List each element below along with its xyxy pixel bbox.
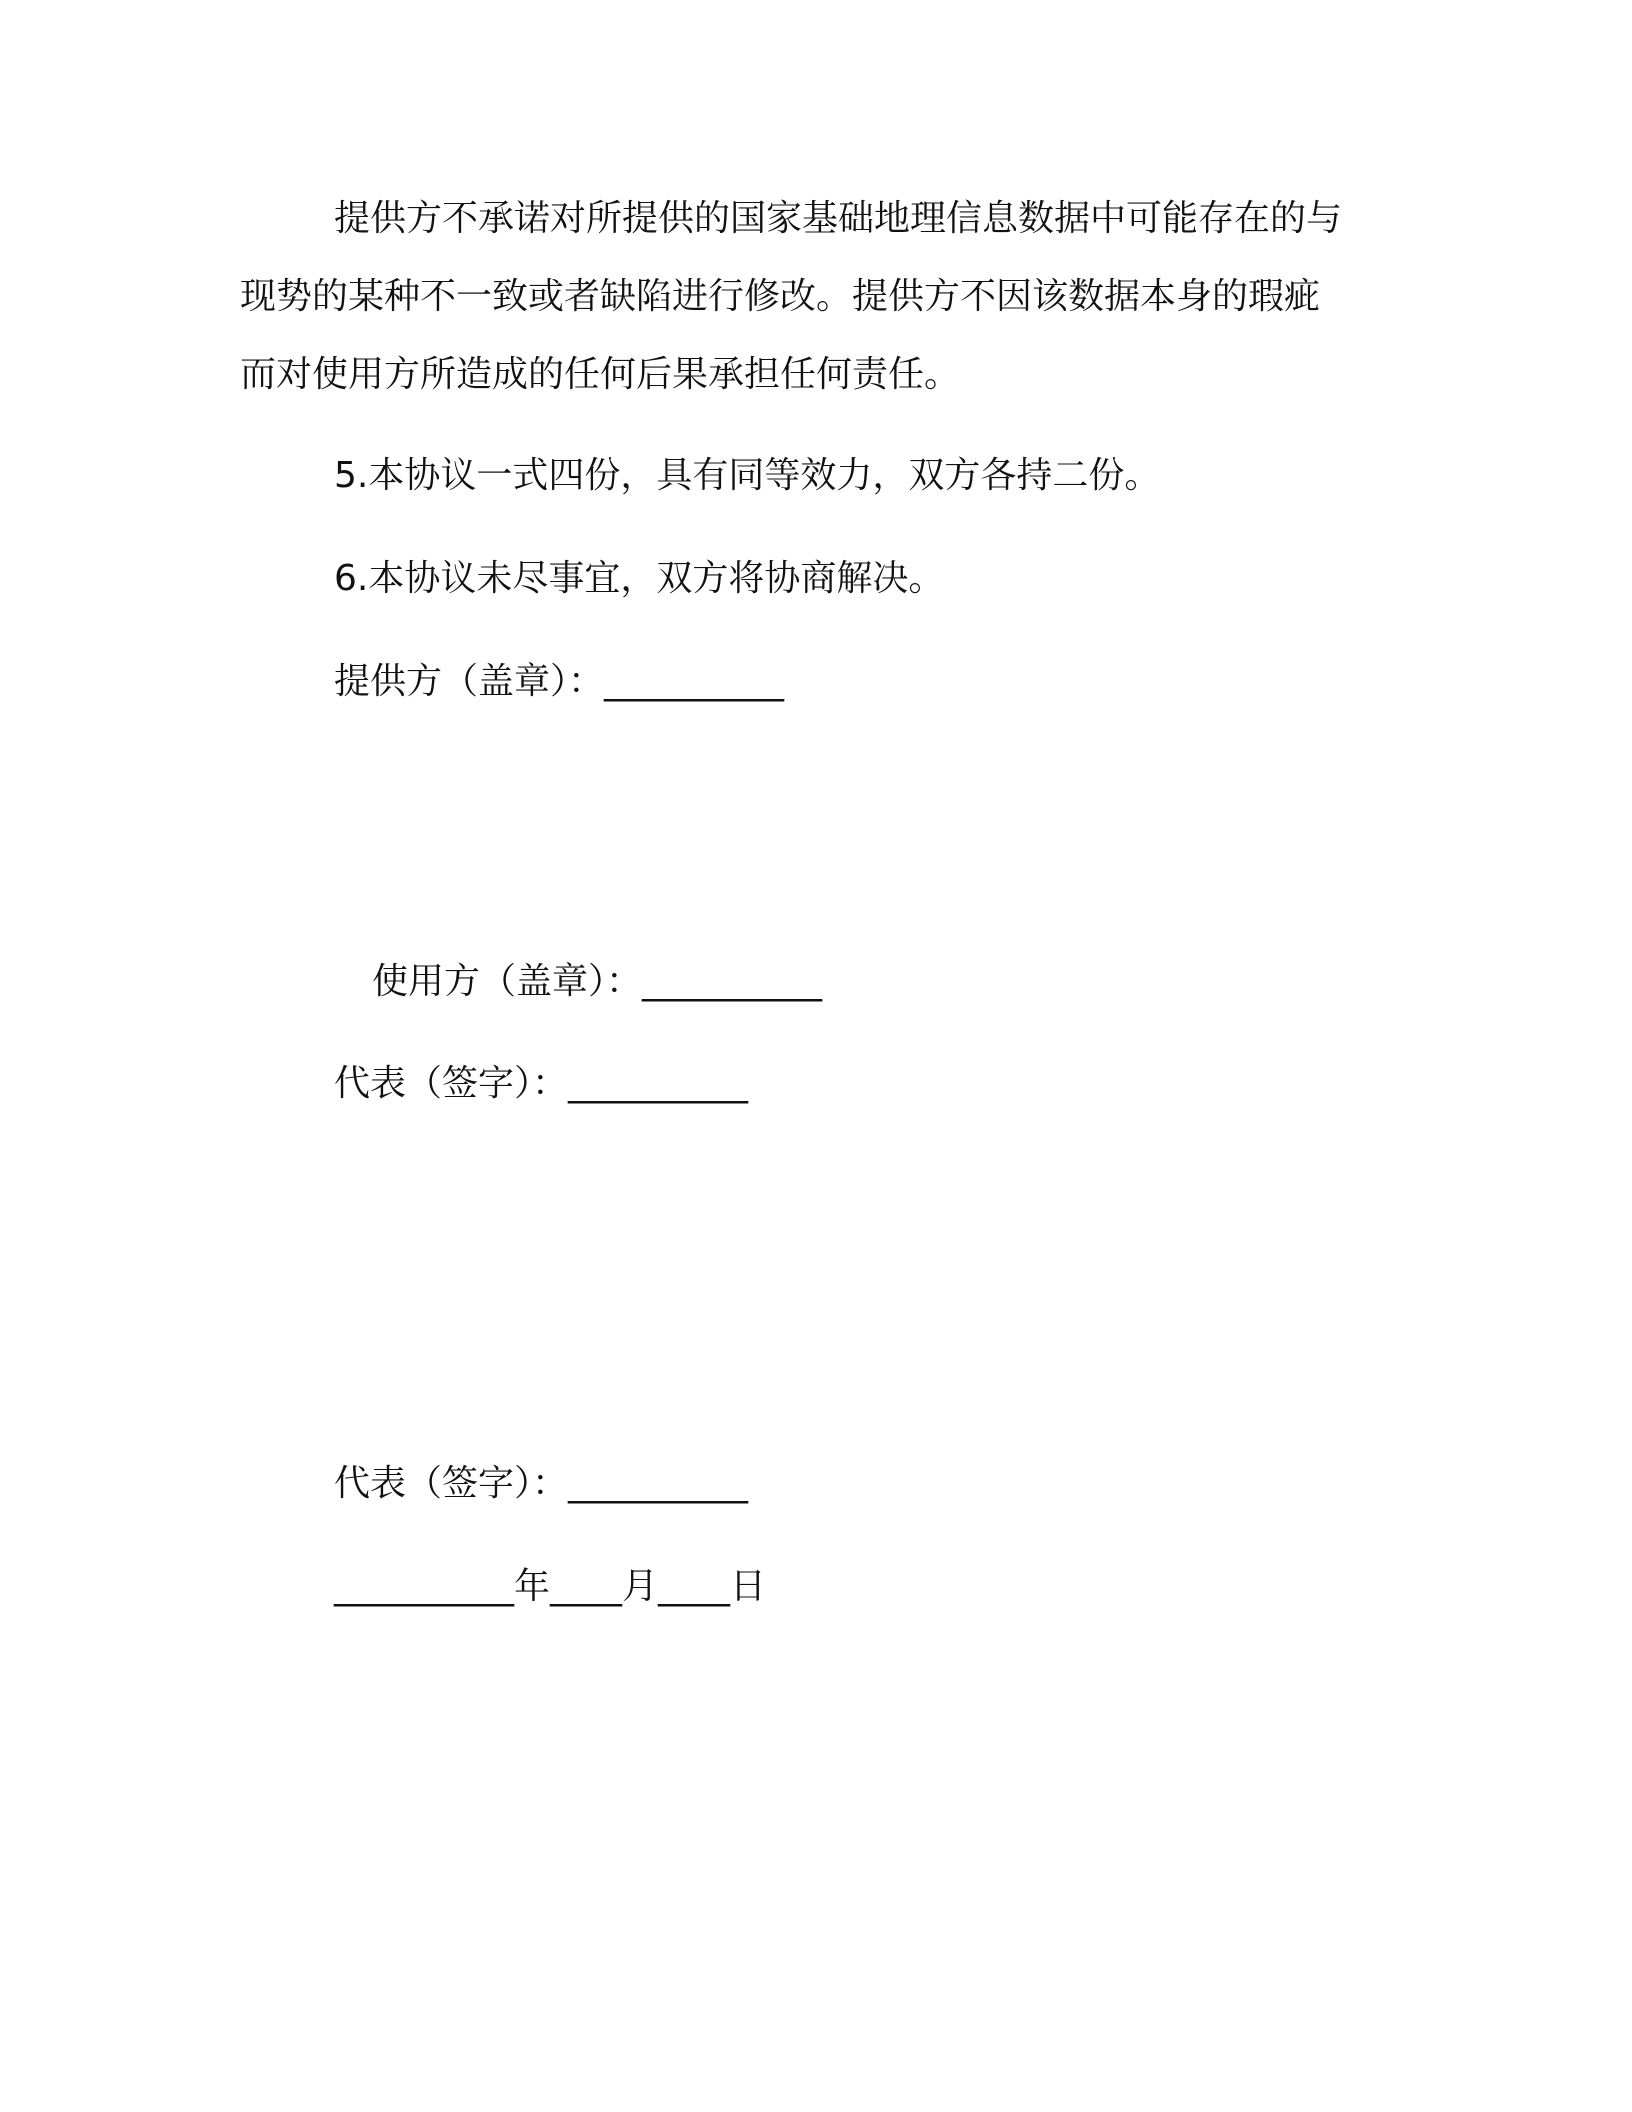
user-seal-line: 使用方（盖章）：__________ <box>372 961 823 1002</box>
representative-signature-line-1: 代表（签字）：__________ <box>334 1063 749 1104</box>
date-line: __________年____月____日 <box>334 1566 766 1607</box>
paragraph-line-1: 提供方不承诺对所提供的国家基础地理信息数据中可能存在的与 <box>334 198 1343 239</box>
clause-5: 5.本协议一式四份，具有同等效力，双方各持二份。 <box>334 455 1161 496</box>
paragraph-line-3: 而对使用方所造成的任何后果承担任何责任。 <box>240 354 961 395</box>
paragraph-line-2: 现势的某种不一致或者缺陷进行修改。提供方不因该数据本身的瑕疵 <box>240 276 1321 317</box>
clause-6: 6.本协议未尽事宜，双方将协商解决。 <box>334 558 945 599</box>
provider-seal-line: 提供方（盖章）：__________ <box>334 661 785 702</box>
representative-signature-line-2: 代表（签字）：__________ <box>334 1463 749 1504</box>
